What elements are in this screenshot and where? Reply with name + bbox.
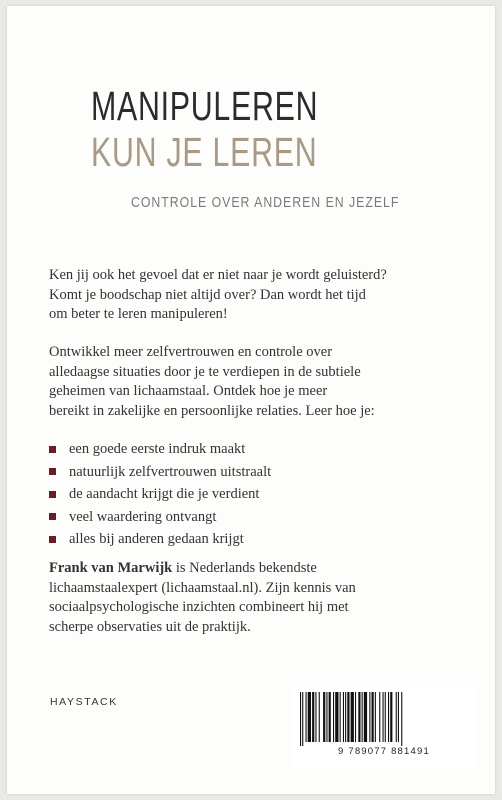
barcode-bar [300, 692, 301, 746]
author-line: scherpe observaties uit de praktijk. [49, 618, 251, 635]
author-line: sociaalpsychologische inzichten combineert hij met [49, 599, 349, 615]
barcode-bar [396, 692, 397, 742]
barcode-bar [347, 692, 349, 742]
barcode-bar [335, 692, 338, 742]
author-line-rest: is Nederlands bekendste [172, 560, 317, 576]
subtitle: CONTROLE OVER ANDEREN EN JEZELF [131, 194, 400, 211]
author-line: lichaamstaalexpert (lichaamstaal.nl). Zijn kennis van [49, 579, 356, 596]
isbn-number: 9 789077 881491 [338, 746, 430, 757]
barcode-bar [358, 692, 360, 742]
publisher-logo: HAYSTACK [50, 696, 118, 708]
barcode-bars-icon [299, 692, 469, 746]
list-item [49, 528, 271, 551]
barcode-bar [306, 692, 307, 742]
barcode-bar [345, 692, 346, 742]
barcode-bar [369, 692, 370, 742]
barcode-bar [340, 692, 341, 742]
barcode-bar [375, 692, 376, 742]
list-item-text: een goede eerste indruk maakt [69, 441, 246, 457]
barcode-bar [364, 692, 367, 742]
barcode [293, 686, 475, 768]
barcode-bar [362, 692, 363, 742]
barcode-bar [329, 692, 331, 742]
list-item-text: veel waardering ontvangt [69, 508, 217, 525]
square-bullet-icon [49, 468, 56, 475]
list-item [49, 506, 271, 529]
barcode-bar [388, 692, 389, 742]
square-bullet-icon [49, 536, 56, 543]
develop-line: alledaagse situaties door je te verdiepen in de subtiele [49, 363, 361, 380]
title-line-2: KUN JE LEREN [91, 129, 318, 175]
barcode-bar [398, 692, 399, 742]
barcode-bar [343, 692, 344, 742]
list-item [49, 438, 271, 461]
barcode-bar [379, 692, 380, 742]
barcode-bar [326, 692, 327, 742]
square-bullet-icon [49, 513, 56, 520]
square-bullet-icon [49, 446, 56, 453]
intro-line: Komt je boodschap niet altijd over? Dan wordt het tijd [49, 286, 366, 303]
intro-line: om beter te leren manipuleren! [49, 306, 228, 322]
list-item [49, 483, 271, 506]
barcode-bar [312, 692, 314, 742]
back-cover [7, 6, 495, 794]
barcode-bar [308, 692, 311, 742]
list-item-text: alles bij anderen gedaan krijgt [69, 531, 244, 547]
barcode-bar [351, 692, 354, 742]
barcode-bar [333, 692, 334, 742]
intro-line: Ken jij ook het gevoel dat er niet naar je wordt geluisterd? [49, 267, 387, 283]
author-bio [49, 559, 469, 637]
barcode-bar [390, 692, 392, 742]
intro-paragraph [49, 266, 469, 325]
benefit-list [49, 438, 271, 551]
barcode-bar [315, 692, 316, 742]
barcode-bar [319, 692, 320, 742]
develop-line: Ontwikkel meer zelfvertrouwen en controle over [49, 344, 333, 360]
barcode-bar [302, 692, 303, 746]
develop-line: geheimen van lichaamstaal. Ontdek hoe je meer [49, 383, 328, 399]
author-line [49, 559, 469, 579]
barcode-bar [355, 692, 356, 742]
list-item [49, 461, 271, 484]
barcode-bar [383, 692, 384, 742]
barcode-bar [323, 692, 325, 742]
author-name: Frank van Marwijk [49, 560, 173, 576]
list-item-text: natuurlijk zelfvertrouwen uitstraalt [69, 463, 272, 480]
barcode-bar [372, 692, 374, 742]
develop-paragraph [49, 343, 469, 421]
title-line-1: MANIPULEREN [91, 83, 319, 129]
develop-line: bereikt in zakelijke en persoonlijke relaties. Leer hoe je: [49, 402, 375, 419]
list-item-text: de aandacht krijgt die je verdient [69, 486, 260, 502]
barcode-bar [401, 692, 402, 746]
square-bullet-icon [49, 491, 56, 498]
barcode-bar [385, 692, 386, 742]
